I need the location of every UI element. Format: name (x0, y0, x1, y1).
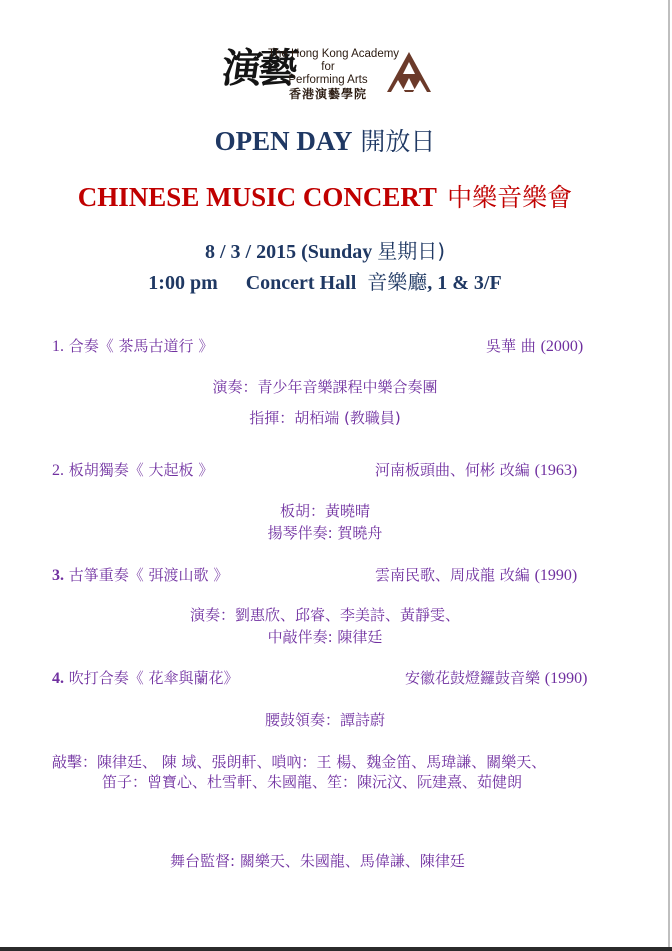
program-item-1-title (52, 335, 213, 356)
event-date-cn: 星期日) (377, 239, 446, 263)
program-item-number: 2. (52, 462, 64, 479)
event-floor: , 1 & 3/F (427, 272, 502, 294)
concert-title-cn: 中樂音樂會 (447, 183, 573, 212)
open-day-cn: 開放日 (360, 127, 436, 156)
event-date-en: 8 / 3 / 2015 (Sunday (204, 241, 373, 263)
logo-line-4: 香港演藝學院 (288, 87, 367, 101)
event-time-venue (0, 266, 650, 295)
composer-year: (1990) (534, 567, 578, 584)
program-item-4-title (52, 667, 239, 688)
program-item-3-composer (375, 564, 577, 585)
academy-emblem-icon (386, 50, 432, 94)
composer-name: 雲南民歌、周成龍 改編 (375, 566, 530, 584)
composer-year: (2000) (540, 338, 584, 355)
program-item-name: 合奏《 茶馬古道行 》 (68, 337, 214, 355)
program-item-number: 1. (52, 338, 64, 355)
program-item-1-conductor: 指揮：胡栢端 (教職員) (249, 409, 401, 427)
event-date (0, 235, 650, 264)
program-item-2-accompanist: 揚琴伴奏: 賀曉舟 (267, 524, 383, 542)
program-item-3-performers: 演奏：劉惠欣、邱睿、李美詩、黃靜雯、 (189, 606, 460, 624)
logo-text (268, 48, 400, 101)
logo-line-2: for (321, 61, 335, 73)
program-item-number: 4. (52, 670, 64, 687)
composer-name: 河南板頭曲、何彬 改編 (375, 461, 530, 479)
program-item-2-soloist: 板胡：黃曉晴 (279, 502, 370, 520)
program-item-2-composer (375, 459, 577, 480)
program-item-4-lead: 腰鼓領奏：譚詩蔚 (264, 711, 385, 729)
program-item-3-title (52, 564, 228, 585)
concert-title (0, 178, 650, 214)
ensemble-line-1: 敲擊：陳律廷、 陳 域、張朗軒、嗩吶：王 楊、魏金笛、馬瑋謙、關樂天、 (52, 753, 547, 771)
concert-title-en: CHINESE MUSIC CONCERT (77, 182, 437, 212)
ensemble-line-2: 笛子：曾寶心、杜雪軒、朱國龍、笙：陳沅汶、阮建熹、茹健朗 (102, 773, 523, 791)
program-item-4-composer (405, 667, 587, 688)
page-bottom-border (0, 947, 672, 951)
open-day-en: OPEN DAY (214, 126, 353, 156)
composer-year: (1963) (534, 462, 578, 479)
event-time: 1:00 pm (148, 272, 218, 294)
program-item-name: 板胡獨奏《 大起板 》 (68, 461, 214, 479)
logo-line-1: The Hong Kong Academy (268, 48, 400, 60)
program-item-1-performer: 演奏：青少年音樂課程中樂合奏團 (212, 378, 438, 396)
event-venue-cn: 音樂廳 (367, 270, 428, 294)
open-day-title (0, 122, 650, 158)
program-item-name: 古箏重奏《 弭渡山歌 》 (68, 566, 229, 584)
logo-line-3: Performing Arts (288, 74, 368, 86)
composer-year: (1990) (544, 670, 588, 687)
composer-name: 安徽花鼓燈鑼鼓音樂 (405, 669, 541, 687)
program-item-2-title (52, 459, 213, 480)
event-venue: Concert Hall (245, 272, 357, 294)
program-item-1-composer (486, 335, 583, 356)
composer-name: 吳華 曲 (486, 337, 536, 355)
logo-calligraphy: 演藝 (218, 45, 298, 92)
stage-manager: 舞台監督: 關樂天、朱國龍、馬偉謙、陳律廷 (170, 852, 465, 870)
program-item-3-accompanist: 中敲伴奏: 陳律廷 (267, 628, 383, 646)
program-item-number: 3. (52, 567, 64, 584)
program-item-name: 吹打合奏《 花傘與蘭花》 (68, 669, 239, 687)
